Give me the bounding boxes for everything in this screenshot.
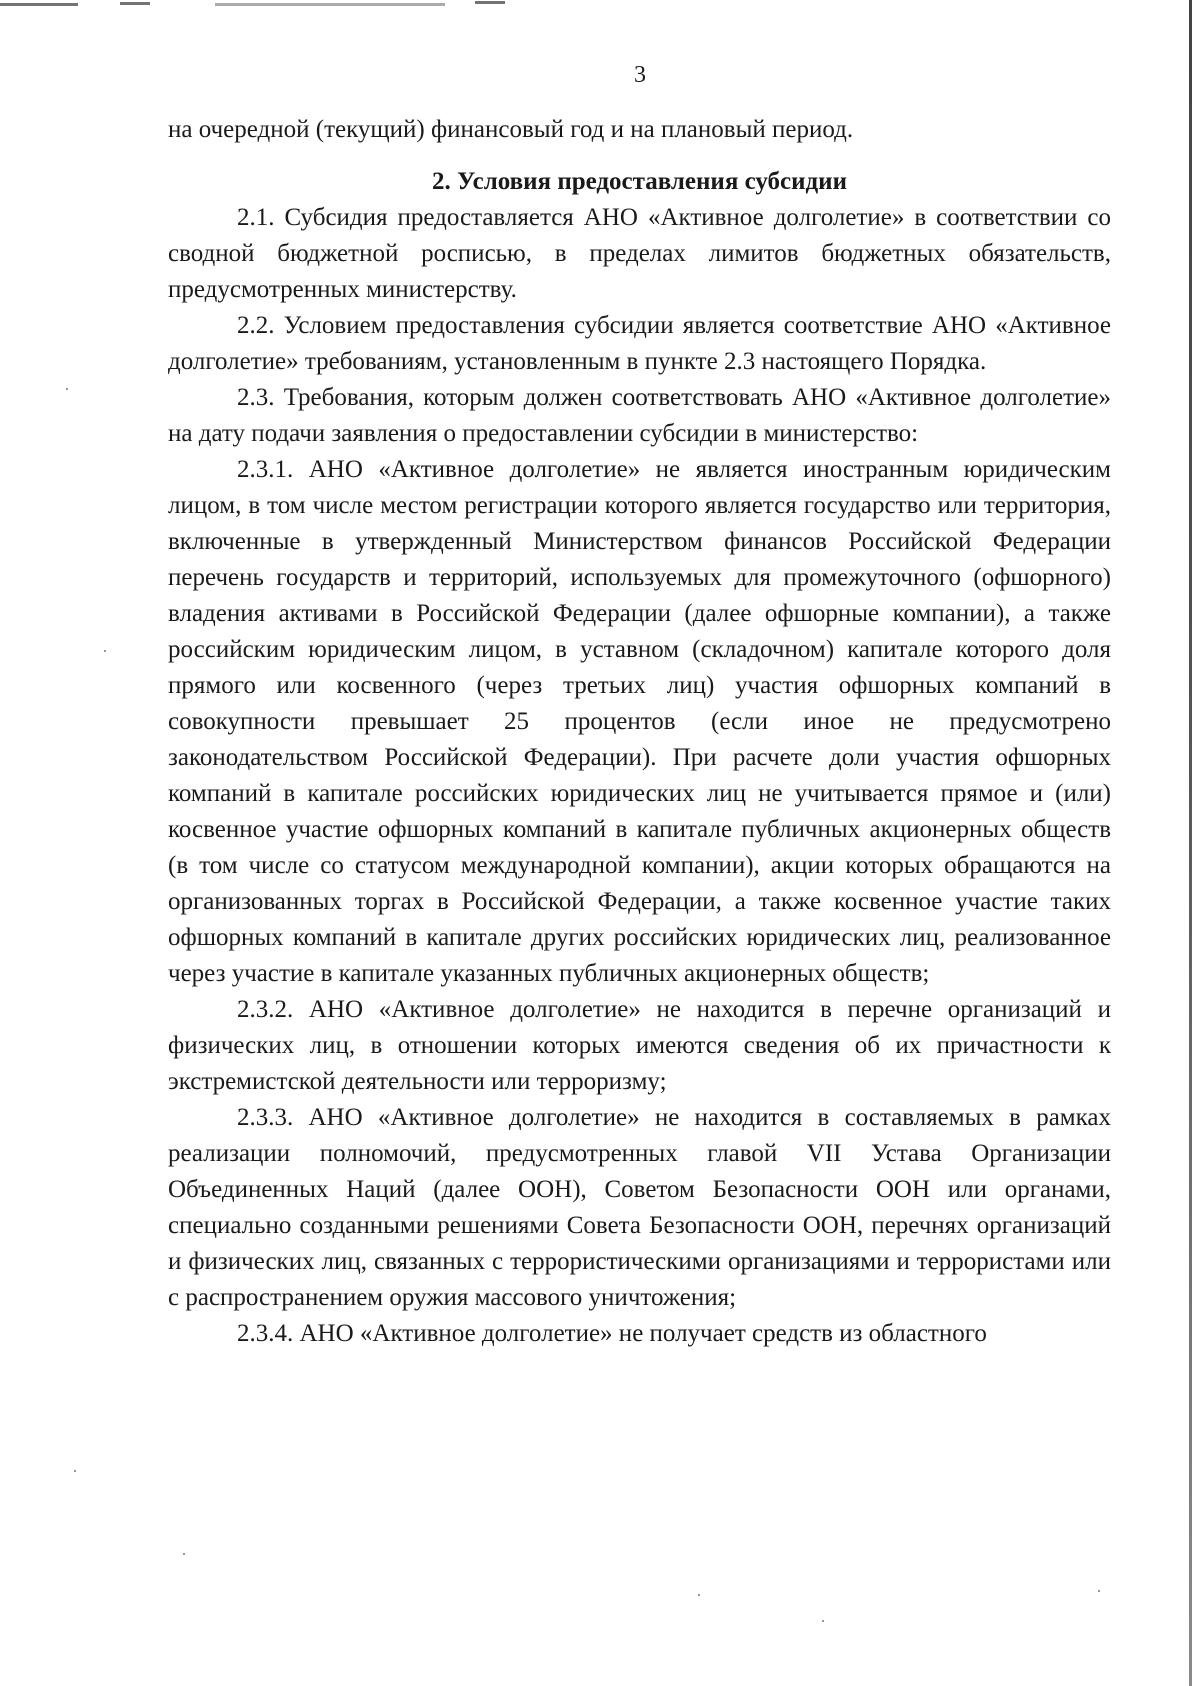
page-number: 3 (634, 62, 646, 88)
paragraph-2-3: 2.3. Требования, которым должен соответствовать АНО «Активное долголетие» на дату подачи заявления о предоставлении субсидии в министерство: (168, 384, 1111, 447)
paragraph-2-3-1: 2.3.1. АНО «Активное долголетие» не является иностранным юридическим лицом, в том числе местом регистрации которого является государство или территория, включенные в утвержденный Министерством финансов Российской Федерации перечень государств и территорий, используемых для промежуточного (офшорного) владения активами в Российской Федерации (далее офшорные компании), а также российским юридическим лицом, в уставном (складочном) капитале которого доля прямого или косвенного (через третьих лиц) участия офшорных компаний в совокупности превышает 25 процентов (если иное не предусмотрено законодательством Российской Федерации). При расчете доли участия офшорных компаний в капитале российских юридических лиц не учитывается прямое и (или) косвенное участие офшорных компаний в капитале публичных акционерных обществ (в том числе со статусом международной компании), акции которых обращаются на организованных торгах в Российской Федерации, а также косвенное участие таких офшорных компаний в капитале других российских юридических лиц, реализованное через участие в капитале указанных публичных акционерных обществ; (168, 456, 1111, 987)
scan-speck (66, 388, 68, 390)
section-heading: 2. Условия предоставления субсидии (431, 168, 847, 195)
paragraph-2-3-4: 2.3.4. АНО «Активное долголетие» не получает средств из областного (237, 1320, 987, 1347)
scan-speck (104, 650, 106, 652)
intro-line: на очередной (текущий) финансовый год и на плановый период. (168, 116, 854, 143)
document-body (168, 112, 1111, 1352)
paragraph-2-3-3: 2.3.3. АНО «Активное долголетие» не находится в составляемых в рамках реализации полномочий, предусмотренных главой VII Устава Организации Объединенных Наций (далее ООН), Советом Безопасности ООН или органами, специально созданными решениями Совета Безопасности ООН, перечнях организаций и физических лиц, связанных с террористическими организациями и террористами или с распространением оружия массового уничтожения; (168, 1104, 1111, 1311)
scan-speck (183, 1553, 185, 1555)
scan-artifact-top (0, 0, 560, 14)
paragraph-2-1: 2.1. Субсидия предоставляется АНО «Активное долголетие» в соответствии со сводной бюджетной росписью, в пределах лимитов бюджетных обязательств, предусмотренных министерству. (168, 204, 1111, 303)
scan-speck (1098, 1590, 1100, 1592)
paragraph-2-2: 2.2. Условием предоставления субсидии является соответствие АНО «Активное долголетие» требованиям, установленным в пункте 2.3 настоящего Порядка. (168, 312, 1111, 375)
scan-artifact-right-edge (1189, 0, 1192, 1686)
scan-speck (822, 1620, 824, 1622)
paragraph-2-3-2: 2.3.2. АНО «Активное долголетие» не находится в перечне организаций и физических лиц, в отношении которых имеются сведения об их причастности к экстремистской деятельности или терроризму; (168, 996, 1111, 1095)
scan-speck (698, 1594, 700, 1596)
scan-speck (74, 1470, 76, 1472)
